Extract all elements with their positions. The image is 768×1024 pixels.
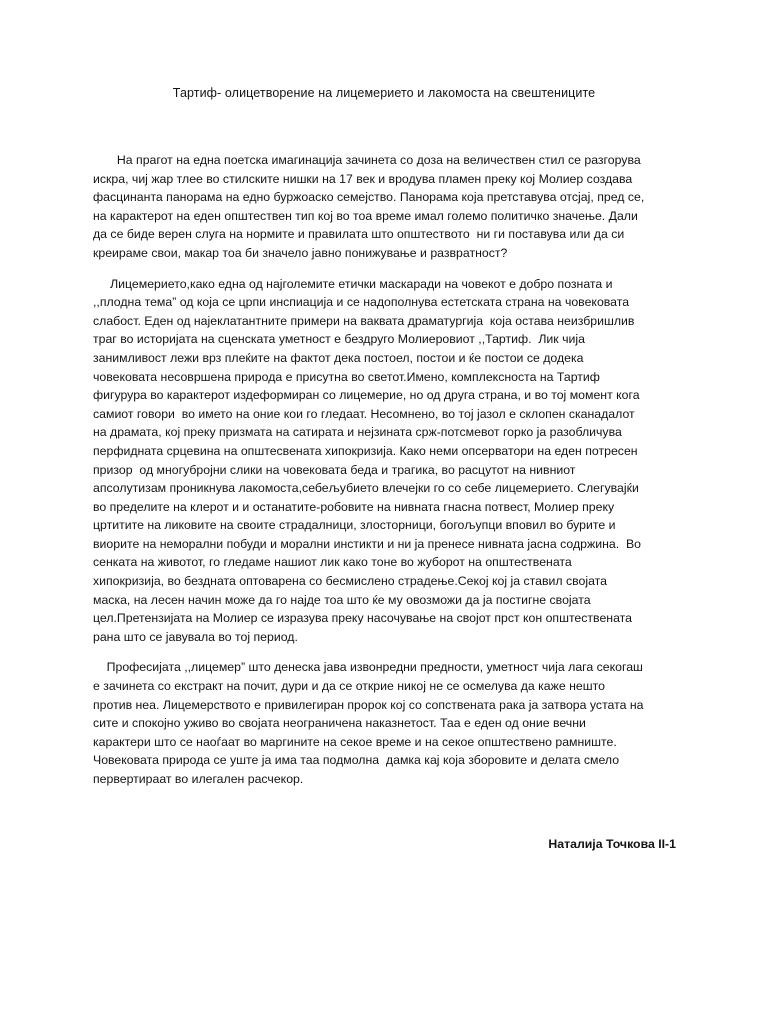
text-line: во пределите на клерот и и останатите-робовите на нивната гнасна потвест, Молиер преку (93, 499, 615, 514)
text-line: цртитите на ликовите на своите страдалници, злосторници, богољупци вповил во бурите и (93, 518, 616, 533)
text-line: човековата несовршена природа е присутна во светот.Имено, комплексноста на Тартиф (93, 369, 600, 384)
text-line: Лицемерието,како една од најголемите етички маскаради на човекот е добро позната и (93, 276, 613, 291)
text-line: Човековата природа се уште ја има таа подмолна дамка кај која зборовите и делата смело (93, 753, 620, 768)
text-line: самиот говори во името на оние кои го гледаат. Несомнено, во тој јазол е склопен сканадалот (93, 406, 635, 421)
text-line: карактери што се наоѓаат во маргините на секое време и на секое општествено рамниште. (93, 734, 617, 749)
text-line: маска, на лесен начин може да го најде тоа што ќе му овозможи да ја постигне својата (93, 592, 591, 607)
text-line: искра, чиј жар тлее во стилските нишки на 17 век и вродува пламен преку кој Молиер создава (93, 171, 633, 186)
text-line: ,,плодна тема” од која се црпи инспиација и се надополнува естетската страна на човековата (93, 295, 630, 310)
document-body (93, 151, 668, 801)
text-line: сенката на животот, го гледаме нашиот лик како тоне во жуборот на општествената (93, 555, 572, 570)
text-line: цел.Претензијата на Молиер се изразува преку насочување на својот прст кон општествената (93, 611, 632, 626)
text-line: перфидната срцевина на општесвената хипокризија. Како неми опсерватори на еден потресен (93, 443, 638, 458)
text-line: На прагот на една поетска имагинација зачинета со доза на величествен стил се разгорува (93, 153, 641, 167)
text-line: да се биде верен слуга на нормите и правилата што општеството ни ги поставува или да си (93, 227, 625, 242)
text-line: траг во историјата на сценската уметност е бездруго Молиеровиот ,,Тартиф. Лик чија (93, 332, 585, 347)
text-line: Професијата ,,лицемер” што денеска јава извонредни предности, уметност чија лага секогаш (93, 660, 643, 675)
document-title: Тартиф- олицетворение на лицемерието и лакомоста на свештениците (172, 86, 596, 100)
text-line: занимливост лежи врз плеќите на фактот дека постоел, постои и ќе постои се додека (93, 350, 584, 365)
text-line: слабост. Еден од најеклатантните примери на ваквата драматургија која остава неизбришлив (93, 313, 635, 328)
text-line: первертираат во илегален расчекор. (93, 772, 304, 786)
text-line: призор од многубројни слики на човековата беда и трагика, во расцутот на нивниот (93, 462, 576, 477)
text-line: е зачинета со екстракт на почит, дури и да се открие никој не се осмелува да каже нешто (93, 679, 605, 694)
text-line: на драмата, кој преку призмата на сатирата и нејзината срж-потсмевот горко ја разобличува (93, 425, 622, 440)
paragraph-2 (93, 275, 668, 647)
text-line: фигурура во карактерот издеформиран со лицемерие, но од друга страна, и во тој момент кога (93, 388, 640, 403)
text-line: фасцинанта панорама на едно буржоаско семејство. Панорама која претставува отсјај, пред се, (93, 190, 645, 205)
text-line: креираме свои, макар тоа би значело јавно понижување и развратност? (93, 245, 508, 260)
text-line: против неа. Лицемерството е привилегиран пророк кој со сопствената рака ја затвора устата на (93, 697, 644, 712)
paragraph-1 (93, 151, 668, 263)
text-line: на карактерот на еден општествен тип кој во тоа време имал големо политичко значење. Дали (93, 208, 638, 223)
text-line: рана што се јавувала во тој период. (93, 629, 298, 644)
paragraph-3 (93, 658, 668, 788)
text-line: хипокризија, во бездната оптоварена со бесмислено страдење.Секој кој ја ставил својата (93, 574, 607, 589)
text-line: сите и спокојно уживо во својата неограничена наказнетост. Таа е еден од оние вечни (93, 716, 586, 731)
author-signature: Наталија Точкова II-1 (548, 837, 676, 851)
text-line: апсолутизам проникнува лакомоста,себељубието влечејки го со себе лицемерието. Слегувајќи (93, 481, 639, 496)
text-line: виорите на неморални побуди и морални инстикти и ни ја пренесе нивната јасна содржина. Во (93, 536, 641, 551)
